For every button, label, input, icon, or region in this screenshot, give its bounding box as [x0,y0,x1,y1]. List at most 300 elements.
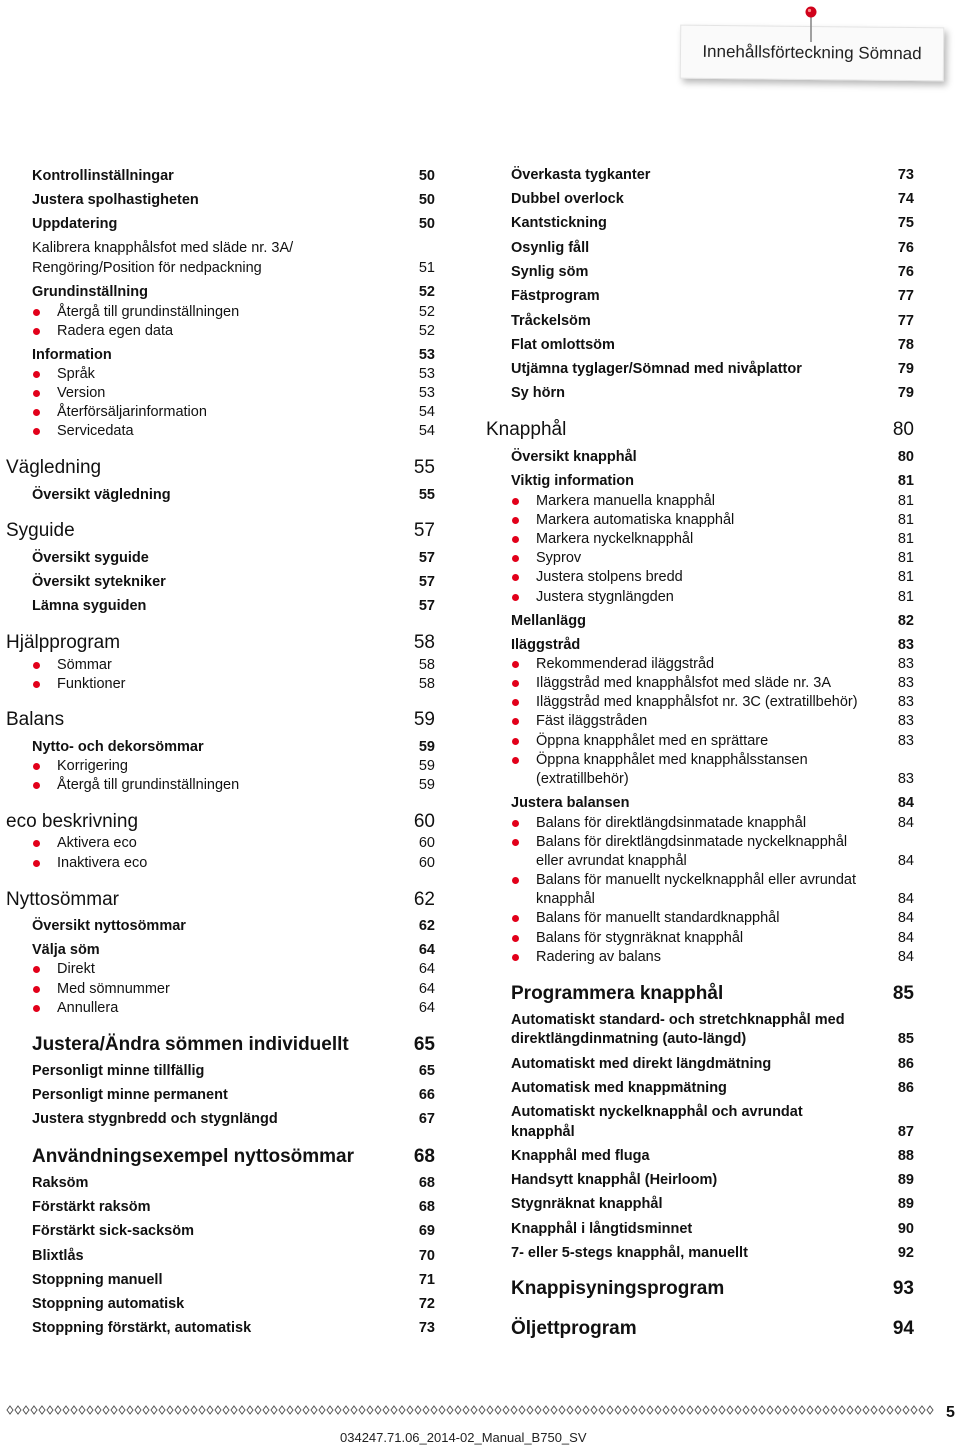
toc-entry-title [32,1296,184,1312]
bullet-icon [512,935,519,942]
toc-entry-title [32,918,186,934]
bullet-icon [33,782,40,789]
bullet-icon [512,517,519,524]
toc-entry-title [6,457,101,479]
toc-entry-title [511,1056,771,1072]
toc-bullet-entry[interactable] [32,855,435,871]
toc-entry-title [511,834,847,850]
toc-entry[interactable] [511,385,914,401]
bullet-icon [33,763,40,770]
toc-bullet-entry[interactable] [511,656,914,672]
toc-entry-text: Vägledning [6,457,102,478]
toc-entry-text: Raksöm [32,1175,89,1191]
toc-entry[interactable] [32,598,435,614]
toc-section-heading[interactable] [6,889,435,911]
toc-page-number: 51 [418,260,435,276]
toc-entry-text: Markera manuella knapphål [536,493,715,509]
toc-entry-text: Rekommenderad iläggstråd [536,656,715,672]
toc-entry[interactable] [32,1111,435,1127]
toc-entry-text: Med sömnummer [57,981,170,997]
toc-entry-title [511,1104,803,1120]
toc-page-number: 86 [897,1056,914,1072]
toc-entry-text: Flat omlottsöm [511,337,615,353]
toc-page-number: 52 [418,304,435,320]
bullet-icon [512,574,519,581]
toc-page-number: 80 [897,449,914,465]
toc-entry-text: Tråckelsöm [511,313,591,329]
toc-entry-title [511,569,683,585]
toc-entry-title [6,632,120,654]
toc-entry-text: Knappisyningsprogram [511,1278,725,1299]
toc-entry-text: Annullera [57,1000,119,1016]
toc-page-number: 59 [418,758,435,774]
toc-section-heading[interactable] [6,811,435,833]
toc-page-number: 70 [418,1248,435,1264]
toc-page-number: 54 [418,423,435,439]
bullet-icon [512,820,519,827]
toc-entry[interactable] [32,550,435,566]
toc-section-heading[interactable] [6,457,435,479]
toc-entry-text: Återgå till grundinställningen [57,304,240,320]
toc-entry-text: direktlängdinmatning (auto-längd) [511,1031,747,1047]
toc-page-number: 50 [418,168,435,184]
toc-page-number: 50 [418,192,435,208]
toc-bullet-entry[interactable] [32,777,435,793]
toc-entry-text: Översikt sytekniker [32,574,166,590]
toc-entry-title [32,1199,150,1215]
toc-entry-title [32,550,149,566]
toc-entry[interactable] [511,361,914,377]
toc-entry-text: Kontrollinställningar [32,168,174,184]
toc-page-number: 58 [418,676,435,692]
toc-page-number: 83 [897,733,914,749]
toc-entry[interactable] [511,240,914,256]
toc-page-number: 85 [897,1031,914,1047]
toc-bullet-entry[interactable] [511,815,914,831]
toc-entry-title [6,709,64,731]
toc-entry[interactable] [32,739,435,755]
toc-entry-title [32,1146,354,1168]
toc-entry-text: (extratillbehör) [536,771,629,787]
toc-section-heading[interactable] [32,1146,435,1168]
toc-entry[interactable] [32,574,435,590]
toc-entry-title [511,493,715,509]
toc-entry[interactable] [511,1031,914,1047]
toc-entry-text: Fäst iläggstråden [536,713,648,729]
toc-page-number: 58 [413,632,435,653]
toc-entry[interactable] [32,168,435,184]
toc-entry-text: Automatiskt standard- och stretchknapphål med [511,1012,845,1028]
toc-entry[interactable] [32,1296,435,1312]
toc-entry-title [511,637,580,653]
toc-entry-title [32,1034,349,1056]
bullet-icon [33,662,40,669]
toc-entry[interactable] [32,216,435,232]
toc-entry-text: 7- eller 5-stegs knapphål, manuellt [511,1245,748,1261]
toc-section-heading[interactable] [6,520,435,542]
toc-page-number: 89 [897,1172,914,1188]
toc-bullet-entry[interactable] [32,366,435,382]
toc-entry[interactable] [511,167,914,183]
toc-page-number: 84 [897,910,914,926]
toc-bullet-entry[interactable] [32,423,435,439]
toc-entry-text: Utjämna tyglager/Sömnad med nivåplattor [511,361,802,377]
bullet-icon [512,498,519,505]
toc-entry-title [32,347,112,363]
toc-page-number: 77 [897,288,914,304]
bullet-icon [512,536,519,543]
toc-page-number: 57 [418,598,435,614]
toc-page-number: 72 [418,1296,435,1312]
toc-entry-title [32,1000,118,1016]
toc-entry-title [511,1221,692,1237]
toc-entry[interactable] [32,942,435,958]
toc-section-heading[interactable] [511,1278,914,1300]
toc-bullet-entry[interactable] [511,872,914,888]
toc-bullet-entry[interactable] [511,589,914,605]
toc-bullet-entry[interactable] [511,512,914,528]
toc-bullet-entry[interactable] [511,733,914,749]
toc-entry-title [511,167,650,183]
toc-bullet-entry[interactable] [511,550,914,566]
bullet-icon [33,390,40,397]
toc-entry-title [32,758,128,774]
toc-bullet-entry[interactable] [511,694,914,710]
toc-bullet-entry[interactable] [32,981,435,997]
toc-entry-text: Nytto- och dekorsömmar [32,739,204,755]
toc-entry-title [511,656,714,672]
toc-page-number: 88 [897,1148,914,1164]
footer-pattern [6,1404,934,1416]
toc-page-number: 64 [418,961,435,977]
toc-entry-title [32,855,147,871]
toc-entry-title [32,835,137,851]
toc-entry-text: Balans för direktlängdsinmatade nyckelknapphål [536,834,848,850]
toc-page-number: 81 [897,473,914,489]
toc-entry-text: Version [57,385,106,401]
bullet-icon [33,328,40,335]
toc-entry[interactable] [536,891,914,907]
toc-bullet-entry[interactable] [511,675,914,691]
toc-entry[interactable] [511,613,914,629]
toc-entry-text: Återförsäljarinformation [57,404,207,420]
toc-entry[interactable] [511,1012,914,1028]
toc-page-number: 81 [897,512,914,528]
bullet-icon [512,699,519,706]
toc-bullet-entry[interactable] [32,323,435,339]
toc-page-number: 60 [413,811,435,832]
toc-section-heading[interactable] [6,632,435,654]
toc-entry-title [511,1124,575,1140]
bullet-icon [512,555,519,562]
toc-entry-text: Funktioner [57,676,126,692]
toc-entry-text: Förstärkt sick-sacksöm [32,1223,194,1239]
toc-page-number: 55 [413,457,435,478]
toc-entry[interactable] [536,853,914,869]
pin-icon [800,4,822,44]
toc-entry[interactable] [32,487,435,503]
toc-page-number: 82 [897,613,914,629]
toc-entry[interactable] [32,918,435,934]
toc-page-number: 75 [897,215,914,231]
toc-entry-text: Välja söm [32,942,100,958]
toc-page-number: 69 [418,1223,435,1239]
bullet-icon [33,986,40,993]
toc-entry-text: Justera stygnlängden [536,589,674,605]
toc-entry-title [511,1031,746,1047]
toc-page-number: 62 [418,918,435,934]
toc-page-number: 68 [418,1199,435,1215]
toc-entry-text: Korrigering [57,758,128,774]
toc-entry[interactable] [511,313,914,329]
toc-entry[interactable] [511,1080,914,1096]
toc-entry-title [511,1012,845,1028]
toc-page-number: 60 [418,835,435,851]
toc-entry-title [32,323,173,339]
toc-bullet-entry[interactable] [511,531,914,547]
toc-entry-text: Programmera knapphål [511,983,724,1004]
toc-entry-title [32,1223,194,1239]
toc-entry-text: Iläggstråd med knapphålsfot nr. 3C (extratillbehör) [536,694,858,710]
bullet-icon [512,718,519,725]
toc-entry-text: Kalibrera knapphålsfot med släde nr. 3A/ [32,240,294,256]
toc-section-heading[interactable] [511,983,914,1005]
bullet-icon [33,309,40,316]
toc-page-number: 83 [897,713,914,729]
toc-entry-title [511,733,768,749]
toc-entry[interactable] [511,337,914,353]
toc-page-number: 64 [418,942,435,958]
toc-entry-title [32,942,100,958]
toc-entry-text: eco beskrivning [6,811,139,832]
page-number: 5 [946,1404,955,1421]
toc-entry-text: Syprov [536,550,582,566]
toc-section-heading[interactable] [486,419,914,441]
toc-bullet-entry[interactable] [32,385,435,401]
toc-entry-title [32,961,95,977]
toc-entry-title [32,1272,163,1288]
toc-page-number: 53 [418,347,435,363]
toc-bullet-entry[interactable] [32,835,435,851]
toc-page-number: 94 [892,1318,914,1339]
toc-entry-title [32,366,95,382]
toc-entry-title [32,1320,251,1336]
toc-page-number: 55 [418,487,435,503]
bullet-icon [512,954,519,961]
toc-entry-title [511,795,629,811]
toc-bullet-entry[interactable] [32,304,435,320]
toc-page-number: 84 [897,853,914,869]
toc-bullet-entry[interactable] [32,404,435,420]
toc-page-number: 89 [897,1196,914,1212]
toc-page-number: 68 [418,1175,435,1191]
toc-entry[interactable] [511,637,914,653]
toc-entry[interactable] [511,1148,914,1164]
toc-entry-text: Översikt syguide [32,550,149,566]
toc-entry[interactable] [32,1199,435,1215]
toc-entry[interactable] [32,192,435,208]
toc-bullet-entry[interactable] [511,493,914,509]
toc-page-number: 52 [418,323,435,339]
toc-bullet-entry[interactable] [511,949,914,965]
toc-page-number: 92 [897,1245,914,1261]
toc-entry-title [32,1063,204,1079]
toc-bullet-entry[interactable] [511,713,914,729]
toc-entry[interactable] [511,1104,914,1120]
toc-page-number: 59 [413,709,435,730]
toc-entry-text: Servicedata [57,423,134,439]
toc-entry[interactable] [511,1221,914,1237]
toc-entry-text: Iläggstråd [511,637,581,653]
toc-entry-title [32,777,239,793]
toc-bullet-entry[interactable] [32,657,435,673]
toc-page-number: 73 [897,167,914,183]
toc-bullet-entry[interactable] [511,834,914,850]
toc-entry-title [511,512,734,528]
toc-page-number: 77 [897,313,914,329]
toc-entry-title [32,574,166,590]
bullet-icon [512,757,519,764]
toc-entry[interactable] [536,771,914,787]
toc-bullet-entry[interactable] [32,1000,435,1016]
toc-page-number: 81 [897,531,914,547]
toc-entry[interactable] [32,1175,435,1191]
toc-bullet-entry[interactable] [511,752,914,768]
toc-section-heading[interactable] [32,1034,435,1056]
toc-page-number: 57 [413,520,435,541]
toc-page-number: 81 [897,550,914,566]
toc-page-number: 80 [892,419,914,440]
toc-bullet-entry[interactable] [32,758,435,774]
bullet-icon [33,840,40,847]
toc-entry-text: Översikt knapphål [511,449,637,465]
toc-entry-title [511,815,806,831]
toc-entry[interactable] [32,1087,435,1103]
toc-entry-text: Nyttosömmar [6,889,119,910]
toc-entry-title [511,385,565,401]
toc-page-number: 68 [413,1146,435,1167]
toc-entry-title [511,1172,717,1188]
toc-entry[interactable] [511,288,914,304]
toc-entry-title [511,313,591,329]
toc-entry[interactable] [32,260,435,276]
toc-page-number: 74 [897,191,914,207]
toc-entry-title [32,676,126,692]
toc-entry-title [32,240,293,256]
toc-entry-text: Stygnräknat knapphål [511,1196,663,1212]
toc-entry-text: Grundinställning [32,284,148,300]
toc-entry-title [32,1248,84,1264]
toc-entry-title [511,240,589,256]
toc-bullet-entry[interactable] [511,930,914,946]
toc-entry[interactable] [511,1245,914,1261]
toc-entry-title [511,264,588,280]
toc-bullet-entry[interactable] [32,676,435,692]
toc-page-number: 65 [413,1034,435,1055]
toc-bullet-entry[interactable] [511,910,914,926]
toc-entry[interactable] [32,1063,435,1079]
toc-page-number: 73 [418,1320,435,1336]
toc-page-number: 84 [897,815,914,831]
toc-section-heading[interactable] [6,709,435,731]
toc-entry-text: Viktig information [511,473,634,489]
toc-entry-title [536,771,629,787]
toc-entry[interactable] [32,240,435,256]
toc-entry-title [536,853,687,869]
toc-entry[interactable] [511,264,914,280]
toc-entry-text: Översikt nyttosömmar [32,918,186,934]
toc-entry-text: Stoppning förstärkt, automatisk [32,1320,252,1336]
toc-entry-text: Stoppning manuell [32,1272,163,1288]
toc-entry[interactable] [511,1056,914,1072]
toc-page-number: 83 [897,656,914,672]
toc-entry-text: Aktivera eco [57,835,137,851]
toc-page-number: 76 [897,264,914,280]
bullet-icon [512,877,519,884]
toc-entry[interactable] [511,1196,914,1212]
toc-entry-text: Stoppning automatisk [32,1296,185,1312]
toc-entry-title [511,713,647,729]
toc-entry[interactable] [511,449,914,465]
toc-entry-title [32,739,204,755]
toc-entry-text: Handsytt knapphål (Heirloom) [511,1172,718,1188]
toc-entry-title [511,1318,637,1340]
toc-entry[interactable] [511,191,914,207]
toc-entry-text: Öljettprogram [511,1318,637,1339]
bullet-icon [512,839,519,846]
toc-entry[interactable] [32,1223,435,1239]
toc-entry[interactable] [511,473,914,489]
toc-bullet-entry[interactable] [32,961,435,977]
toc-page-number: 83 [897,771,914,787]
toc-entry-title [32,284,148,300]
toc-entry[interactable] [32,1248,435,1264]
toc-entry-title [511,1278,724,1300]
toc-page-number: 79 [897,385,914,401]
toc-section-heading[interactable] [511,1318,914,1340]
toc-entry-title [511,1245,748,1261]
toc-entry-text: Sömmar [57,657,112,673]
toc-page-number: 76 [897,240,914,256]
toc-page-number: 93 [892,1278,914,1299]
toc-entry-text: Återgå till grundinställningen [57,777,240,793]
toc-entry-title [511,930,743,946]
toc-entry-title [511,473,634,489]
toc-entry[interactable] [32,1272,435,1288]
toc-entry[interactable] [511,1172,914,1188]
toc-entry-text: Fästprogram [511,288,600,304]
toc-entry[interactable] [511,1124,914,1140]
toc-page-number: 62 [413,889,435,910]
toc-bullet-entry[interactable] [511,569,914,585]
toc-entry-text: Hjälpprogram [6,632,121,653]
toc-entry[interactable] [32,1320,435,1336]
toc-page-number: 59 [418,739,435,755]
toc-entry-title [511,449,637,465]
toc-entry-title [511,589,674,605]
toc-entry[interactable] [511,795,914,811]
toc-entry[interactable] [32,284,435,300]
toc-entry-title [32,304,239,320]
toc-entry-text: Automatisk med knappmätning [511,1080,727,1096]
toc-entry-title [32,487,171,503]
toc-page-number: 85 [892,983,914,1004]
toc-entry-title [32,192,199,208]
toc-entry[interactable] [511,215,914,231]
toc-entry-title [511,531,693,547]
toc-entry[interactable] [32,347,435,363]
toc-entry-text: Osynlig fåll [511,240,590,256]
